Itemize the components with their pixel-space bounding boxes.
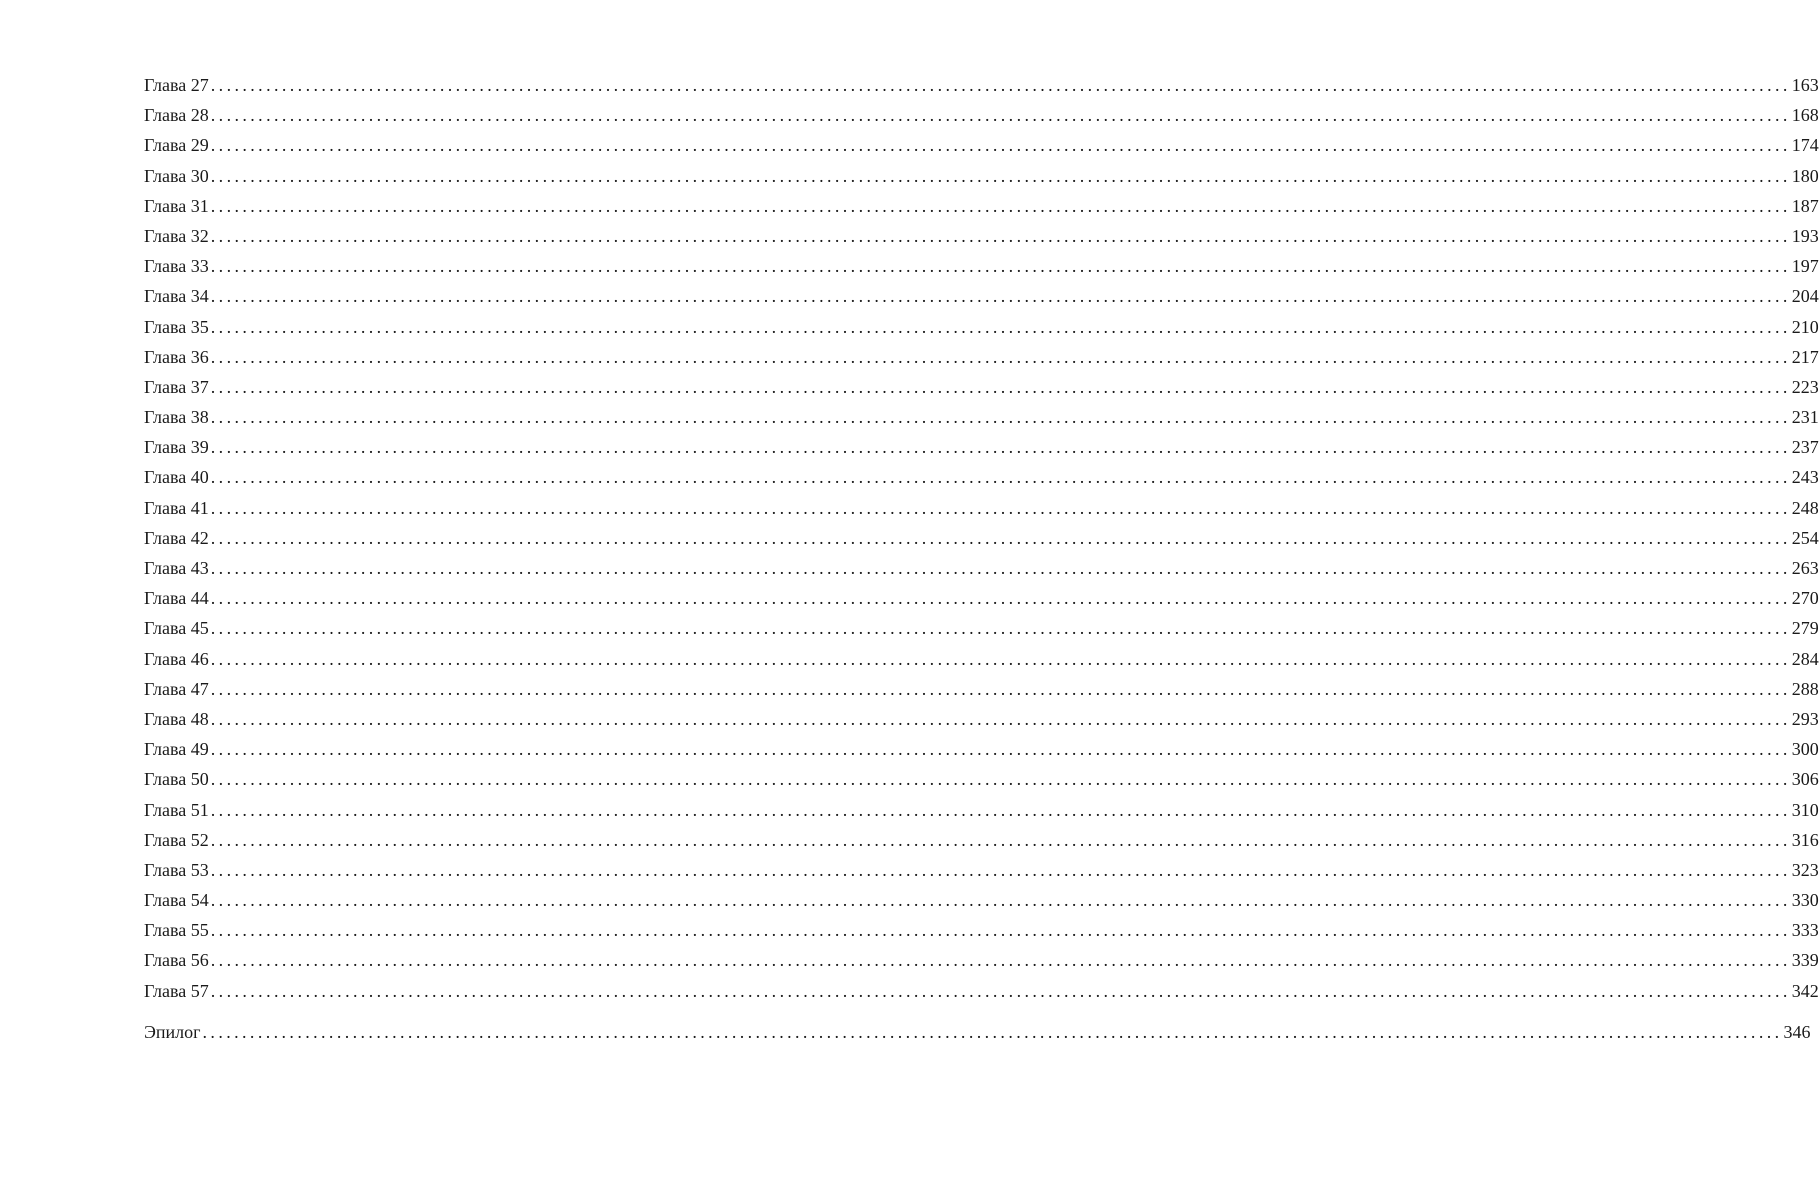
toc-entry-page-number: 163 <box>1791 75 1819 95</box>
toc-dot-leader: ........................................................................................................................................................................................................ <box>210 376 1791 397</box>
toc-entry <box>144 945 1819 975</box>
toc-dot-leader: ........................................................................................................................................................................................................ <box>210 316 1791 337</box>
toc-entry-label: Глава 36 <box>144 346 209 367</box>
toc-entry-label: Глава 38 <box>144 407 209 428</box>
toc-dot-leader: ........................................................................................................................................................................................................ <box>210 105 1791 126</box>
toc-entry <box>144 674 1819 704</box>
toc-entry-page-number: 306 <box>1791 769 1819 790</box>
toc-entry-label: Глава 51 <box>144 799 209 820</box>
toc-entry <box>144 644 1819 674</box>
toc-dot-leader: ........................................................................................................................................................................................................ <box>210 225 1791 246</box>
toc-entry <box>144 462 1819 492</box>
toc-entry-label: Глава 29 <box>144 135 209 156</box>
toc-entry-page-number: 288 <box>1791 678 1819 699</box>
toc-entry <box>144 372 1819 402</box>
toc-dot-leader: ........................................................................................................................................................................................................ <box>210 437 1791 458</box>
toc-entry <box>144 130 1819 160</box>
toc-entry <box>144 191 1819 221</box>
toc-dot-leader: ........................................................................................................................................................................................................ <box>210 346 1791 367</box>
toc-entry-page-number: 346 <box>1783 1021 1811 1042</box>
toc-entry-page-number: 254 <box>1791 527 1819 548</box>
toc-entry <box>144 915 1819 945</box>
toc-entry <box>144 825 1819 855</box>
toc-entry-page-number: 180 <box>1791 165 1819 186</box>
toc-dot-leader: ........................................................................................................................................................................................................ <box>210 195 1791 216</box>
toc-dot-leader: ........................................................................................................................................................................................................ <box>210 407 1791 428</box>
toc-dot-leader: ........................................................................................................................................................................................................ <box>210 829 1791 850</box>
toc-entry-label: Глава 27 <box>144 75 209 95</box>
toc-entry-label: Глава 55 <box>144 920 209 941</box>
toc-entry-label: Глава 42 <box>144 527 209 548</box>
toc-entry-label: Глава 45 <box>144 618 209 639</box>
toc-dot-leader: ........................................................................................................................................................................................................ <box>210 769 1791 790</box>
toc-dot-leader: ........................................................................................................................................................................................................ <box>210 708 1791 729</box>
toc-dot-leader: ........................................................................................................................................................................................................ <box>210 648 1791 669</box>
toc-entry-label: Глава 40 <box>144 467 209 488</box>
toc-entry-label: Глава 48 <box>144 708 209 729</box>
toc-dot-leader: ........................................................................................................................................................................................................ <box>210 980 1791 1001</box>
toc-dot-leader: ........................................................................................................................................................................................................ <box>210 497 1791 518</box>
toc-dot-leader: ........................................................................................................................................................................................................ <box>202 1021 1783 1042</box>
toc-entry-epilogue <box>144 1017 1811 1047</box>
toc-entry <box>144 402 1819 432</box>
toc-entry-label: Глава 54 <box>144 890 209 911</box>
toc-entry-label: Глава 57 <box>144 980 209 1001</box>
toc-dot-leader: ........................................................................................................................................................................................................ <box>210 588 1791 609</box>
toc-entry-label: Эпилог <box>144 1021 201 1042</box>
toc-dot-leader: ........................................................................................................................................................................................................ <box>210 890 1791 911</box>
toc-entry-label: Глава 46 <box>144 648 209 669</box>
toc-entry <box>144 432 1819 462</box>
toc-entry <box>144 523 1819 553</box>
toc-entry-page-number: 237 <box>1791 437 1819 458</box>
toc-entry-page-number: 263 <box>1791 558 1819 578</box>
toc-entry <box>144 100 1819 130</box>
toc-entry-page-number: 279 <box>1791 618 1819 639</box>
toc-entry-page-number: 187 <box>1791 195 1819 216</box>
toc-dot-leader: ........................................................................................................................................................................................................ <box>210 75 1791 95</box>
toc-entry-page-number: 204 <box>1791 286 1819 307</box>
toc-entry-page-number: 243 <box>1791 467 1819 488</box>
toc-entry-label: Глава 33 <box>144 256 209 277</box>
toc-dot-leader: ........................................................................................................................................................................................................ <box>210 920 1791 941</box>
toc-entry <box>144 795 1819 825</box>
toc-entry <box>144 583 1819 613</box>
toc-entry-page-number: 300 <box>1791 739 1819 760</box>
toc-entry-page-number: 174 <box>1791 135 1819 156</box>
toc-entry-page-number: 284 <box>1791 648 1819 669</box>
toc-dot-leader: ........................................................................................................................................................................................................ <box>210 678 1791 699</box>
toc-dot-leader: ........................................................................................................................................................................................................ <box>210 799 1791 820</box>
toc-entry-page-number: 168 <box>1791 105 1819 126</box>
toc-dot-leader: ........................................................................................................................................................................................................ <box>210 286 1791 307</box>
toc-entry-label: Глава 53 <box>144 859 209 880</box>
toc-dot-leader: ........................................................................................................................................................................................................ <box>210 527 1791 548</box>
toc-entry-page-number: 193 <box>1791 225 1819 246</box>
toc-entry-page-number: 231 <box>1791 407 1819 428</box>
toc-dot-leader: ........................................................................................................................................................................................................ <box>210 950 1791 971</box>
toc-entry <box>144 855 1819 885</box>
toc-entry <box>144 161 1819 191</box>
toc-entry-page-number: 339 <box>1791 950 1819 971</box>
toc-entry-label: Глава 28 <box>144 105 209 126</box>
toc-entry-label: Глава 35 <box>144 316 209 337</box>
toc-entry-label: Глава 34 <box>144 286 209 307</box>
toc-entry-label: Глава 41 <box>144 497 209 518</box>
table-of-contents <box>144 70 1819 1047</box>
toc-entry-label: Глава 30 <box>144 165 209 186</box>
toc-dot-leader: ........................................................................................................................................................................................................ <box>210 467 1791 488</box>
toc-entry-page-number: 342 <box>1791 980 1819 1001</box>
toc-entry <box>144 221 1819 251</box>
toc-entry-page-number: 197 <box>1791 256 1819 277</box>
toc-entry-page-number: 270 <box>1791 588 1819 609</box>
toc-entry-label: Глава 43 <box>144 558 209 578</box>
toc-entry-page-number: 248 <box>1791 497 1819 518</box>
toc-dot-leader: ........................................................................................................................................................................................................ <box>210 165 1791 186</box>
toc-entry <box>144 885 1819 915</box>
toc-entry-label: Глава 49 <box>144 739 209 760</box>
toc-entry <box>144 704 1819 734</box>
toc-entry <box>144 493 1819 523</box>
toc-entry-page-number: 316 <box>1791 829 1819 850</box>
toc-entry <box>144 976 1819 1006</box>
toc-entry-label: Глава 50 <box>144 769 209 790</box>
toc-dot-leader: ........................................................................................................................................................................................................ <box>210 618 1791 639</box>
toc-entry-page-number: 217 <box>1791 346 1819 367</box>
toc-entry <box>144 734 1819 764</box>
toc-entry <box>144 281 1819 311</box>
toc-entry-page-number: 223 <box>1791 376 1819 397</box>
toc-entry-page-number: 330 <box>1791 890 1819 911</box>
toc-entry-label: Глава 32 <box>144 225 209 246</box>
toc-dot-leader: ........................................................................................................................................................................................................ <box>210 739 1791 760</box>
toc-entry <box>144 70 1819 100</box>
toc-entry <box>144 553 1819 583</box>
toc-entry-page-number: 210 <box>1791 316 1819 337</box>
toc-entry-label: Глава 37 <box>144 376 209 397</box>
toc-entry-page-number: 310 <box>1791 799 1819 820</box>
toc-dot-leader: ........................................................................................................................................................................................................ <box>210 859 1791 880</box>
toc-entry-page-number: 293 <box>1791 708 1819 729</box>
toc-entry-label: Глава 56 <box>144 950 209 971</box>
toc-dot-leader: ........................................................................................................................................................................................................ <box>210 135 1791 156</box>
toc-entry <box>144 342 1819 372</box>
toc-entry-label: Глава 39 <box>144 437 209 458</box>
toc-entry-label: Глава 31 <box>144 195 209 216</box>
toc-entry-label: Глава 47 <box>144 678 209 699</box>
toc-entry <box>144 613 1819 643</box>
toc-entry <box>144 764 1819 794</box>
toc-entry-label: Глава 52 <box>144 829 209 850</box>
toc-dot-leader: ........................................................................................................................................................................................................ <box>210 558 1791 578</box>
toc-entry <box>144 312 1819 342</box>
toc-dot-leader: ........................................................................................................................................................................................................ <box>210 256 1791 277</box>
toc-entry <box>144 251 1819 281</box>
toc-entry-label: Глава 44 <box>144 588 209 609</box>
toc-entry-page-number: 323 <box>1791 859 1819 880</box>
toc-entry-page-number: 333 <box>1791 920 1819 941</box>
